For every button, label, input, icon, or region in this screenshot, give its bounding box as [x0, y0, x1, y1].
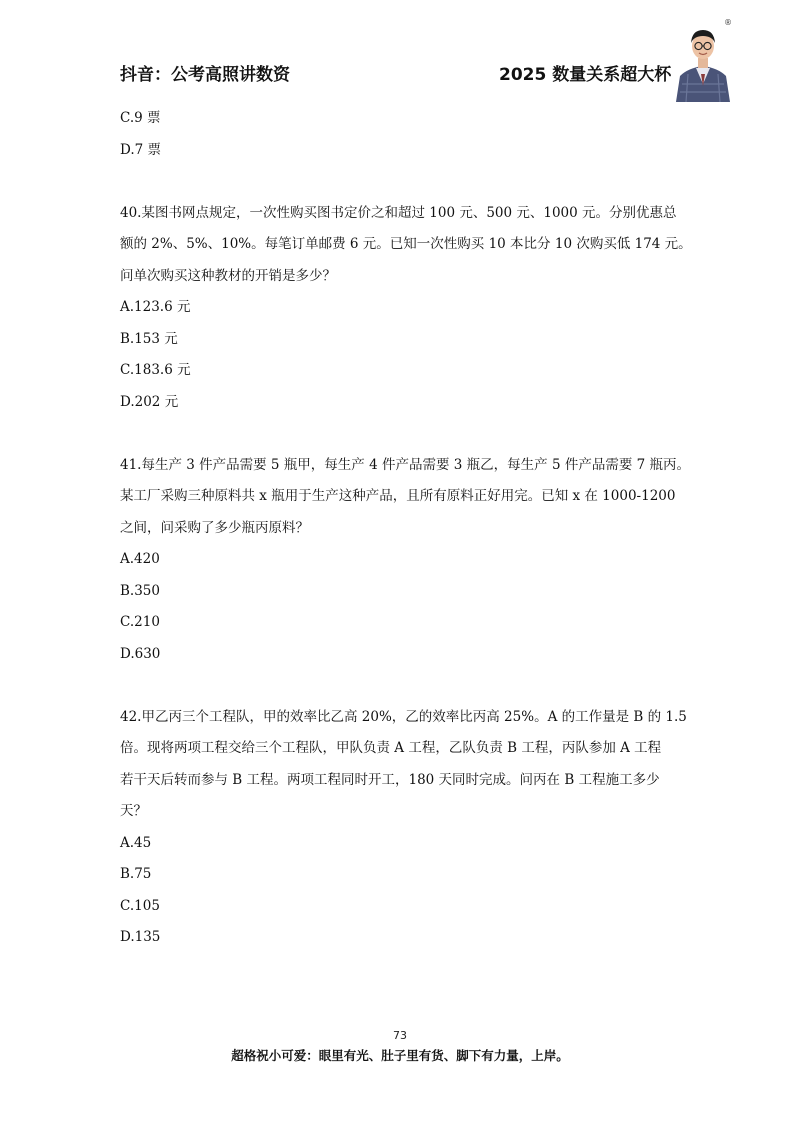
option-d: D.202 元 [120, 393, 179, 410]
option-b: B.153 元 [120, 330, 178, 347]
question-stem-line: 天？ [120, 803, 147, 819]
question-stem-line: 之间，问采购了多少瓶丙原料？ [120, 519, 309, 536]
option-b: B.75 [120, 866, 152, 882]
option-d: D.630 [120, 645, 161, 662]
header-right-title: 2025 数量关系超大杯 [499, 65, 672, 85]
question-41 [120, 450, 695, 671]
question-stem-line: 额的 2%、5%、10%。每笔订单邮费 6 元。已知一次性购买 10 本比分 10 次购买低 174 元。 [120, 236, 692, 252]
teacher-portrait-icon [674, 24, 732, 102]
question-stem-line: 若干天后转而参与 B 工程。两项工程同时开工，180 天同时完成。问丙在 B 工程施工多少 [120, 771, 660, 788]
option-a: A.45 [120, 834, 152, 851]
header-left-title: 抖音：公考高照讲数资 [120, 65, 290, 85]
spacer [120, 418, 695, 450]
page-number: 73 [393, 1029, 407, 1042]
question-stem-line: 42.甲乙丙三个工程队，甲的效率比乙高 20%，乙的效率比丙高 25%。A 的工作量是 B 的 1.5 [120, 708, 687, 725]
option-d: D.135 [120, 929, 161, 945]
option-c: C.105 [120, 897, 160, 914]
option-b: B.350 [120, 582, 160, 599]
footer-slogan: 超格祝小可爱：眼里有光、肚子里有货、脚下有力量，上岸。 [231, 1048, 569, 1063]
option-c: C.210 [120, 614, 160, 630]
option-d: D.7 票 [120, 141, 162, 158]
option-a: A.123.6 元 [120, 299, 191, 315]
question-42 [120, 702, 695, 954]
question-stem-line: 41.每生产 3 件产品需要 5 瓶甲，每生产 4 件产品需要 3 瓶乙，每生产 5 件产品需要 7 瓶丙。 [120, 456, 690, 473]
question-stem-line: 40.某图书网点规定，一次性购买图书定价之和超过 100 元、500 元、1000 元。分别优惠总 [120, 204, 677, 221]
question-40 [120, 198, 695, 419]
page-header [0, 0, 800, 110]
question-stem-line: 问单次购买这种教材的开销是多少？ [120, 267, 336, 284]
option-a: A.420 [120, 551, 160, 567]
spacer [120, 166, 695, 198]
option-c: C.183.6 元 [120, 362, 191, 378]
page-content [120, 103, 695, 954]
registered-mark: ® [724, 18, 732, 27]
spacer [120, 670, 695, 702]
option-c: C.9 票 [120, 110, 161, 126]
question-stem-line: 某工厂采购三种原料共 x 瓶用于生产这种产品，且所有原料正好用完。已知 x 在 1000-1200 [120, 488, 676, 504]
question-stem-line: 倍。现将两项工程交给三个工程队，甲队负责 A 工程，乙队负责 B 工程，丙队参加 A 工程 [120, 740, 662, 756]
